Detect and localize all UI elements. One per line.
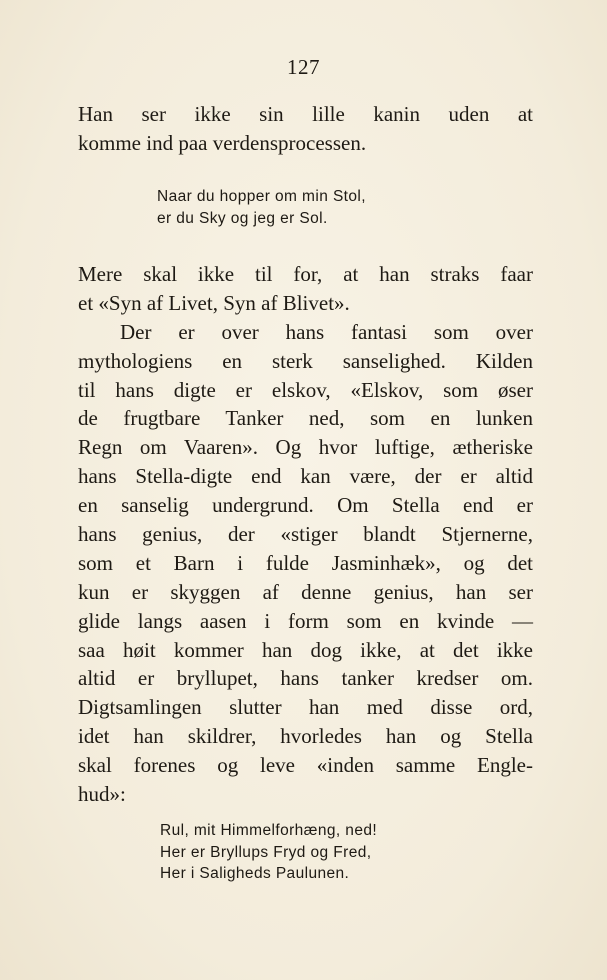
text-line: som et Barn i fulde Jasminhæk», og det <box>78 550 533 575</box>
text-line: idet han skildrer, hvorledes han og Stella <box>78 724 533 749</box>
text-line: mythologiens en sterk sanselighed. Kilden <box>78 348 533 373</box>
text-line: Der er over hans fantasi som over <box>120 319 533 344</box>
verse-line: Her i Saligheds Paulunen. <box>160 865 350 882</box>
text-line: Regn om Vaaren». Og hvor luftige, ætheriske <box>78 435 533 460</box>
paragraph-2 <box>78 260 533 809</box>
text-line: til hans digte er elskov, «Elskov, som øser <box>78 377 533 402</box>
text-line: en sanselig undergrund. Om Stella end er <box>78 493 533 518</box>
text-line: et «Syn af Livet, Syn af Blivet». <box>78 290 350 315</box>
text-line: Mere skal ikke til for, at han straks faar <box>78 262 533 286</box>
verse-line: er du Sky og jeg er Sol. <box>157 209 328 227</box>
text-line: saa høit kommer han dog ikke, at det ikke <box>78 637 533 662</box>
text-line: hans Stella-digte end kan være, der er altid <box>78 464 533 489</box>
text-line: skal forenes og leve «inden samme Engle- <box>78 753 533 778</box>
verse-line: Rul, mit Himmelforhæng, ned! <box>160 822 378 839</box>
verse-line: Naar du hopper om min Stol, <box>157 188 366 205</box>
text-line: Digtsamlingen slutter han med disse ord, <box>78 695 533 720</box>
page-number: 127 <box>287 55 320 79</box>
text-line: kun er skyggen af denne genius, han ser <box>78 579 533 604</box>
text-line: glide langs aasen i form som en kvinde — <box>78 608 533 633</box>
verse-line: Her er Bryllups Fryd og Fred, <box>160 843 372 861</box>
text-line: hans genius, der «stiger blandt Stjernerne, <box>78 522 533 547</box>
paragraph-1 <box>78 100 533 158</box>
text-line: komme ind paa verdensprocessen. <box>78 130 367 155</box>
text-line: altid er bryllupet, hans tanker kredser om. <box>78 666 533 691</box>
text-line: de frugtbare Tanker ned, som en lunken <box>78 406 533 431</box>
text-line: Han ser ikke sin lille kanin uden at <box>78 102 533 126</box>
verse-quote-1 <box>157 186 366 229</box>
text-line: hud»: <box>78 782 126 807</box>
verse-quote-2 <box>160 820 377 885</box>
